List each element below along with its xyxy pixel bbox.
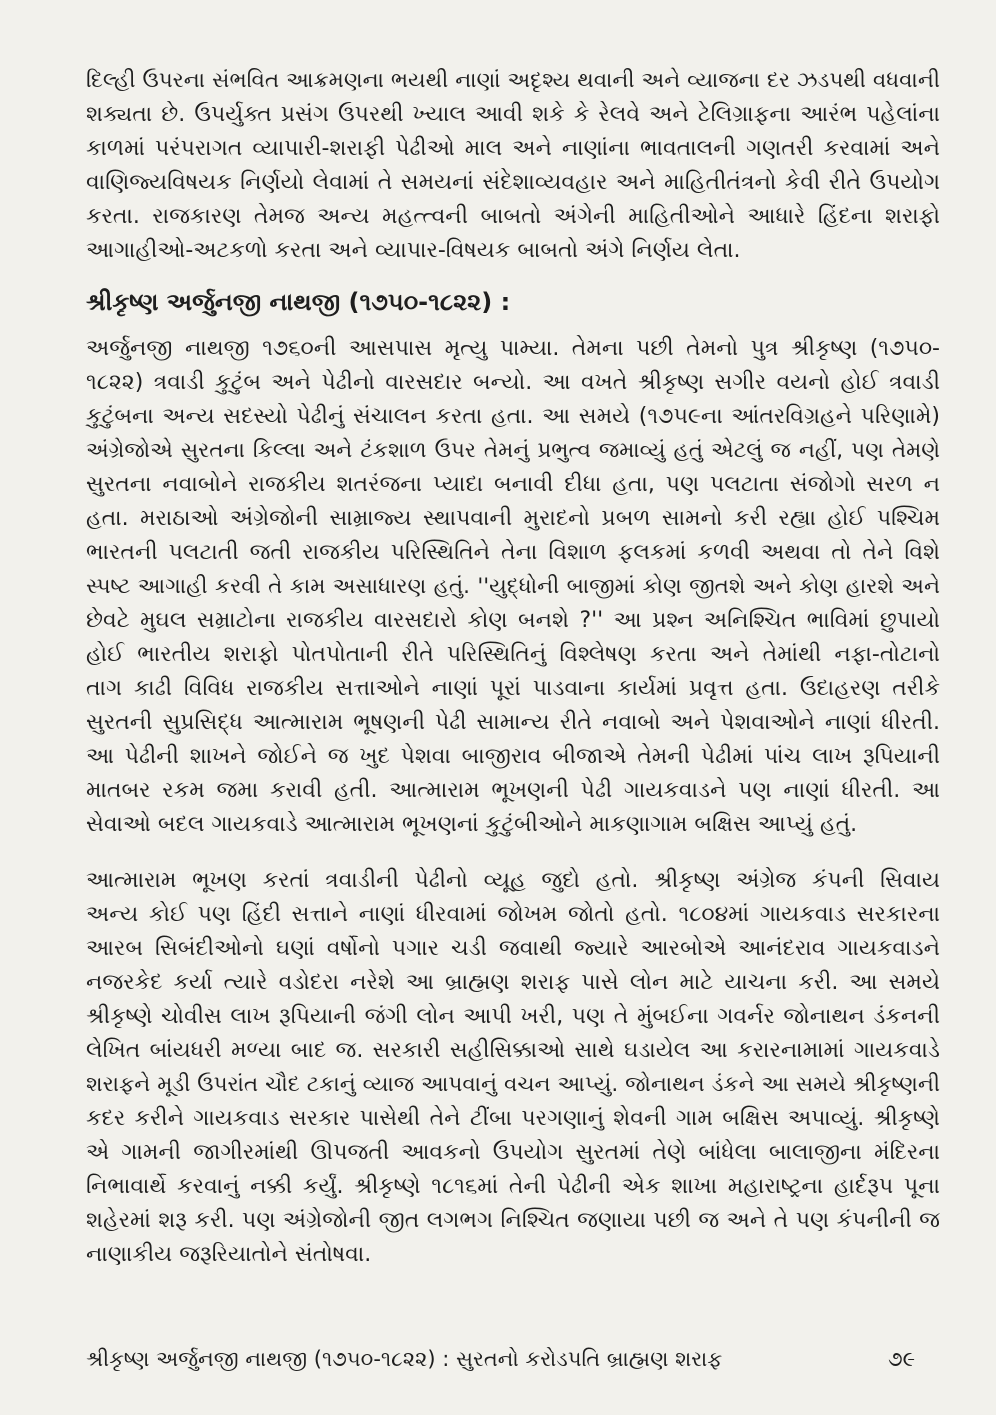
text-line: કદર કરીને ગાયકવાડ સરકાર પાસેથી તેને ટીંબા પરગણાનું શેવની ગામ બક્ષિસ અપાવ્યું. શ્રીકૃષ્ણે: [86, 1106, 940, 1131]
text-line: સેવાઓ બદલ ગાયકવાડે આત્મારામ ભૂખણનાં કુટુંબીઓને માકણાગામ બક્ષિસ આપ્યું હતું.: [86, 812, 858, 837]
text-line: કુટુંબના અન્ય સદસ્યો પેઢીનું સંચાલન કરતા હતા. આ સમયે (૧૭૫૯ના આંતરવિગ્રહને પરિણામે): [86, 404, 940, 429]
text-line: અન્ય કોઈ પણ હિંદી સત્તાને નાણાં ધીરવામાં જોખમ જોતો હતો. ૧૮૦૪માં ગાયકવાડ સરકારના: [86, 902, 940, 927]
text-line: નજરકેદ કર્યા ત્યારે વડોદરા નરેશે આ બ્રાહ્મણ શરાફ પાસે લોન માટે યાચના કરી. આ સમયે: [86, 970, 940, 995]
text-line: શક્યતા છે. ઉપર્યુક્ત પ્રસંગ ઉપરથી ખ્યાલ આવી શકે કે રેલવે અને ટેલિગ્રાફના આરંભ પહેલાંના: [86, 102, 940, 127]
text-line: હતા. મરાઠાઓ અંગ્રેજોની સામ્રાજ્ય સ્થાપવાની મુરાદનો પ્રબળ સામનો કરી રહ્યા હોઈ પશ્ચિમ: [86, 506, 940, 531]
text-line: ૧૮૨૨) ત્રવાડી કુટુંબ અને પેઢીનો વારસદાર બન્યો. આ વખતે શ્રીકૃષ્ણ સગીર વયનો હોઈ ત્રવાડી: [86, 370, 940, 395]
text-line: હોઈ ભારતીય શરાફો પોતપોતાની રીતે પરિસ્થિતિનું વિશ્લેષણ કરતા અને તેમાંથી નફા-તોટાનો: [86, 642, 940, 667]
text-line: આત્મારામ ભૂખણ કરતાં ત્રવાડીની પેઢીનો વ્યૂહ જુદો હતો. શ્રીકૃષ્ણ અંગ્રેજ કંપની સિવાય: [86, 868, 940, 893]
text-line: સ્પષ્ટ આગાહી કરવી તે કામ અસાધારણ હતું. ''યુદ્ધોની બાજીમાં કોણ જીતશે અને કોણ હારશે અને: [86, 574, 940, 599]
text-line: છેવટે મુઘલ સમ્રાટોના રાજકીય વારસદારો કોણ બનશે ?'' આ પ્રશ્ન અનિશ્ચિત ભાવિમાં છુપાયો: [86, 608, 940, 633]
page-number: ૭૯: [888, 1347, 916, 1371]
text-line: શ્રીકૃષ્ણે ચોવીસ લાખ રૂપિયાની જંગી લોન આપી ખરી, પણ તે મુંબઈના ગવર્નર જોનાથન ડંકનની: [86, 1004, 940, 1029]
text-line: ભારતની પલટાતી જતી રાજકીય પરિસ્થિતિને તેના વિશાળ ફલકમાં કળવી અથવા તો તેને વિશે: [86, 540, 940, 565]
text-line: આરબ સિબંદીઓનો ઘણાં વર્ષોનો પગાર ચડી જવાથી જ્યારે આરબોએ આનંદરાવ ગાયકવાડને: [86, 936, 940, 961]
text-line: કરતા. રાજકારણ તેમજ અન્ય મહત્ત્વની બાબતો અંગેની માહિતીઓને આધારે હિંદના શરાફો: [86, 204, 940, 229]
text-line: નિભાવાર્થે કરવાનું નક્કી કર્યું. શ્રીકૃષ્ણે ૧૮૧૬માં તેની પેઢીની એક શાખા મહારાષ્ટ્રના હાર્દરૂપ પૂના: [86, 1174, 940, 1199]
running-footer-title: શ્રીકૃષ્ણ અર્જુનજી નાથજી (૧૭૫૦-૧૮૨૨) : સુરતનો કરોડપતિ બ્રાહ્મણ શરાફ: [86, 1347, 723, 1371]
text-line: કાળમાં પરંપરાગત વ્યાપારી-શરાફી પેઢીઓ માલ અને નાણાંના ભાવતાલની ગણતરી કરવામાં અને: [86, 136, 940, 161]
text-line: સુરતના નવાબોને રાજકીય શતરંજના પ્યાદા બનાવી દીધા હતા, પણ પલટાતા સંજોગો સરળ ન: [86, 472, 940, 497]
text-line: આગાહીઓ-અટકળો કરતા અને વ્યાપાર-વિષયક બાબતો અંગે નિર્ણય લેતા.: [86, 238, 741, 263]
text-line: તાગ કાઢી વિવિધ રાજકીય સત્તાઓને નાણાં પૂરાં પાડવાના કાર્યમાં પ્રવૃત્ત હતા. ઉદાહરણ તરીકે: [86, 676, 940, 701]
text-line: સુરતની સુપ્રસિદ્ધ આત્મારામ ભૂષણની પેઢી સામાન્ય રીતે નવાબો અને પેશવાઓને નાણાં ધીરતી.: [86, 710, 940, 735]
text-line: શહેરમાં શરૂ કરી. પણ અંગ્રેજોની જીત લગભગ નિશ્ચિત જણાયા પછી જ અને તે પણ કંપનીની જ: [86, 1208, 940, 1233]
text-line: અંગ્રેજોએ સુરતના કિલ્લા અને ટંકશાળ ઉપર તેમનું પ્રભુત્વ જમાવ્યું હતું એટલું જ નહીં, પણ તેમણે: [86, 438, 940, 463]
section-heading: શ્રીકૃષ્ણ અર્જુનજી નાથજી (૧૭૫૦-૧૮૨૨) :: [86, 288, 511, 316]
text-line: નાણાકીય જરૂરિયાતોને સંતોષવા.: [86, 1242, 372, 1267]
text-line: અર્જુનજી નાથજી ૧૭૬૦ની આસપાસ મૃત્યુ પામ્યા. તેમના પછી તેમનો પુત્ર શ્રીકૃષ્ણ (૧૭૫૦-: [86, 336, 940, 361]
text-line: દિલ્હી ઉપરના સંભવિત આક્રમણના ભયથી નાણાં અદૃશ્ય થવાની અને વ્યાજના દર ઝડપથી વધવાની: [86, 68, 940, 93]
text-line: શરાફને મૂડી ઉપરાંત ચૌદ ટકાનું વ્યાજ આપવાનું વચન આપ્યું. જોનાથન ડંકને આ સમયે શ્રીકૃષ્ણની: [86, 1072, 940, 1097]
text-line: વાણિજ્યવિષયક નિર્ણયો લેવામાં તે સમયનાં સંદેશાવ્યવહાર અને માહિતીતંત્રનો કેવી રીતે ઉપયોગ: [86, 170, 940, 195]
text-line: આ પેઢીની શાખને જોઈને જ ખુદ પેશવા બાજીરાવ બીજાએ તેમની પેઢીમાં પાંચ લાખ રૂપિયાની: [86, 744, 940, 769]
text-line: માતબર રકમ જમા કરાવી હતી. આત્મારામ ભૂખણની પેઢી ગાયકવાડને પણ નાણાં ધીરતી. આ: [86, 778, 940, 803]
text-line: એ ગામની જાગીરમાંથી ઊપજતી આવકનો ઉપયોગ સુરતમાં તેણે બાંધેલા બાલાજીના મંદિરના: [86, 1140, 940, 1165]
text-line: લેખિત બાંયધરી મળ્યા બાદ જ. સરકારી સહીસિક્કાઓ સાથે ઘડાયેલ આ કરારનામામાં ગાયકવાડે: [86, 1038, 940, 1063]
